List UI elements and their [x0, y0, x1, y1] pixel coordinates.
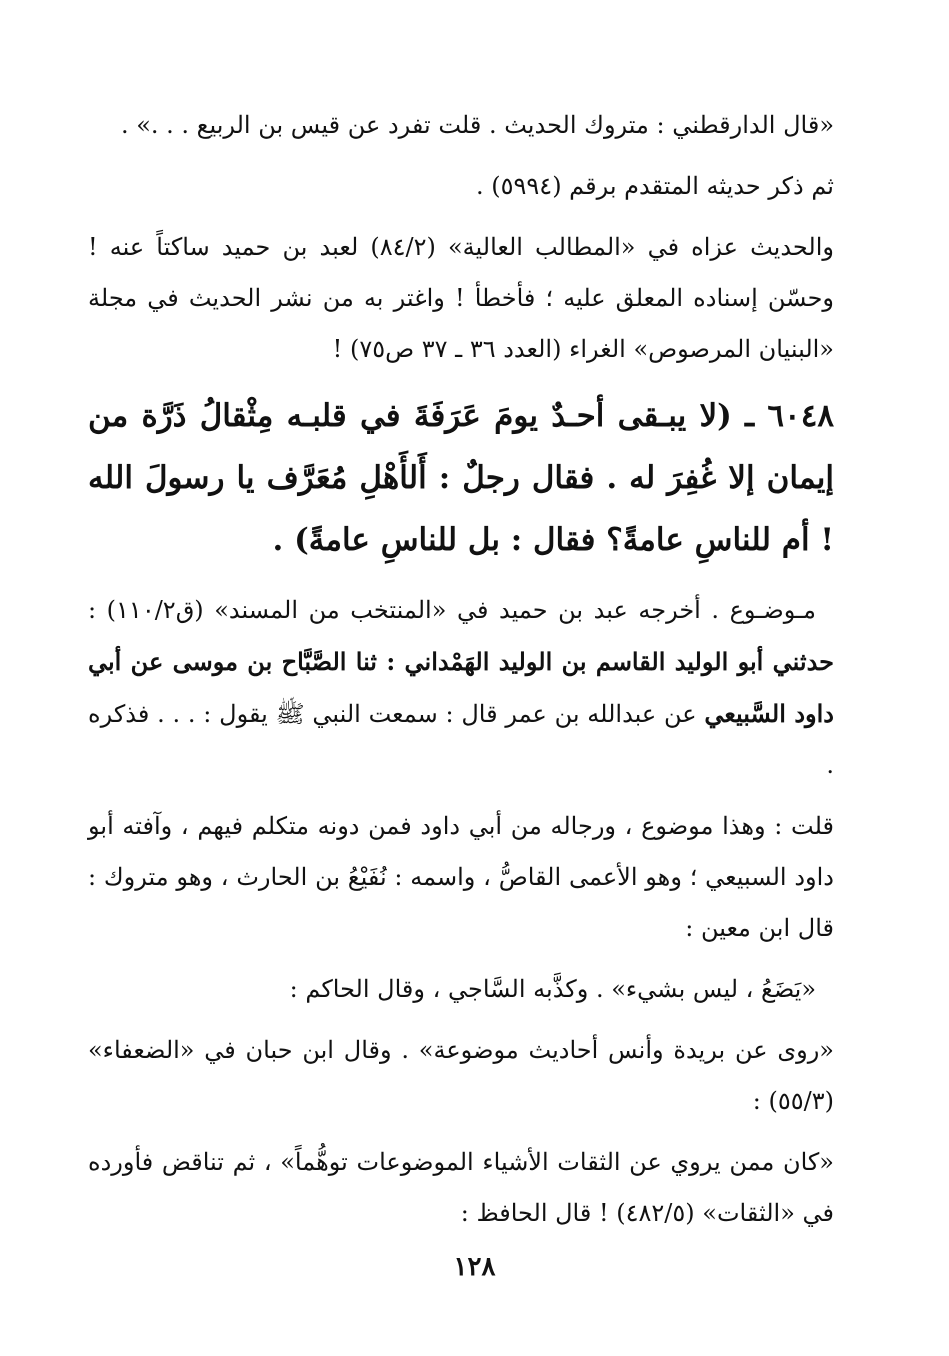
paragraph-reference-5994: ثم ذكر حديثه المتقدم برقم (٥٩٩٤) .	[476, 172, 834, 200]
document-page	[88, 100, 834, 1316]
paragraph-matalib-aliya: والحديث عزاه في «المطالب العالية» (٨٤/٢) لعبد بن حميد ساكتاً عنه ! وحسّن إسناده المعلق عليه ؛ فأخطأ ! واغتر به من نشر الحديث في مجلة «البنيان المرصوص» الغراء (العدد ٣٦ ـ ٣٧ ص٧٥) !	[88, 233, 834, 363]
isnad-end: عن عبدالله بن عمر قال : سمعت النبي ﷺ يقول : . . . فذكره .	[88, 700, 834, 779]
takhrij-source: مـوضـوع . أخرجه عبد بن حميد في «المنتخب من المسند» (ق١١٠/٢) :	[88, 596, 817, 624]
isnad-chain: حدثني أبو الوليد القاسم بن الوليد الهَمْداني : ثنا الصَّبَّاح بن موسى عن أبي داود السَّبيعي	[88, 647, 834, 728]
paragraph-qultu-commentary: قلت : وهذا موضوع ، ورجاله من أبي داود فمن دونه متكلم فيهم ، وآفته أبو داود السبيعي ؛ وهو الأعمى القاصُّ ، واسمه : نُفَيْعُ بن الحارث ، وهو متروك : قال ابن معين :	[88, 812, 834, 942]
paragraph-daraqutni-quote: «قال الدارقطني : متروك الحديث . قلت تفرد عن قيس بن الربيع . . .» .	[120, 111, 834, 139]
paragraph-ibn-hibban-quote: «كان ممن يروي عن الثقات الأشياء الموضوعات توهُّماً» ، ثم تناقض فأورده في «الثقات» (٤٨٢/٥) ! قال الحافظ :	[88, 1148, 834, 1227]
paragraph-mawdu-takhrij	[88, 585, 834, 791]
hadith-6048-text: ٦٠٤٨ ـ (لا يبـقى أحـدٌ يومَ عَرَفَةَ في قلبـه مِثْقالُ ذَرَّة من إيمان إلا غُفِرَ له . فقال رجلٌ : أَلأَهْلِ مُعَرَّف يا رسولَ الله ! أم للناسِ عامةً؟ فقال : بل للناسِ عامةً) .	[88, 398, 834, 558]
paragraph-ibn-maeen-quote: «يَضَعُ ، ليس بشيء» . وكذَّبه السَّاجي ، وقال الحاكم :	[289, 975, 816, 1003]
paragraph-hakim-quote: «روى عن بريدة وأنس أحاديث موضوعة» . وقال ابن حبان في «الضعفاء» (٥٥/٣) :	[88, 1036, 834, 1115]
page-number: ١٢٨	[453, 1252, 496, 1282]
